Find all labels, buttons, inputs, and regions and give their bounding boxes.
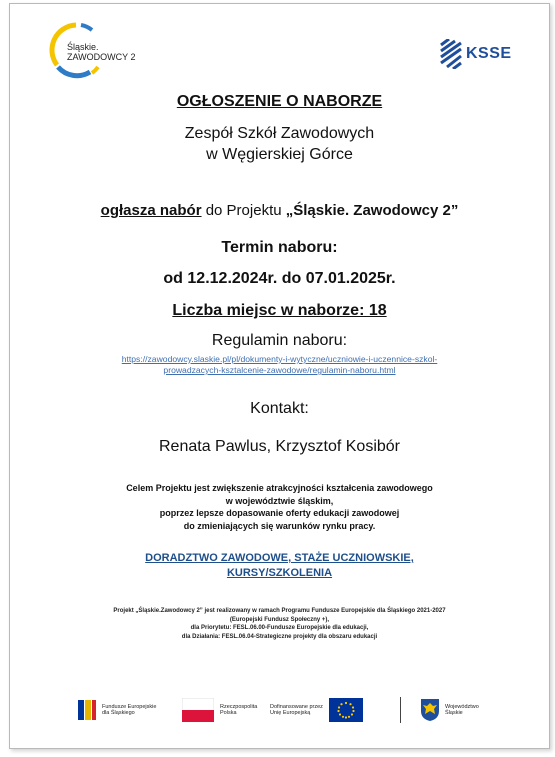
funding-line1: Projekt „Śląskie.Zawodowcy 2” jest realizowany w ramach Programu Fundusze Europejskie dla Śląskiego 2021-2027 — [113, 608, 446, 614]
offer-list — [10, 551, 549, 581]
fe-text-2: dla Śląskiego — [102, 710, 135, 716]
regulations-link[interactable] — [10, 354, 549, 376]
fe-text-1: Fundusze Europejskie — [102, 703, 157, 710]
project-name: „Śląskie. Zawodowcy 2” — [285, 202, 459, 219]
contact-names: Renata Pawlus, Krzysztof Kosibór — [159, 438, 400, 455]
goal-line4: do zmieniających się warunków rynku pracy. — [183, 520, 376, 531]
eu-text-1: Dofinansowane przez — [270, 703, 323, 710]
school-name-line1: Zespół Szkół Zawodowych — [184, 125, 375, 142]
seats-count: Liczba miejsc w naborze: 18 — [172, 302, 387, 319]
rp-text-1: Rzeczpospolita — [220, 703, 258, 710]
ksse-wordmark: KSSE — [466, 45, 512, 62]
fe-flag-icon — [76, 699, 98, 721]
funding-line3: dla Priorytetu: FESL.06.00-Fundusze Europejskie dla edukacji, — [190, 625, 369, 631]
poland-flag-icon — [182, 698, 214, 722]
funding-line2: (Europejski Fundusz Społeczny +), — [229, 616, 330, 623]
offer-line1: DORADZTWO ZAWODOWE, STAŻE UCZNIOWSKIE, — [145, 552, 414, 564]
document-page — [9, 3, 550, 749]
contact-label: Kontakt: — [250, 400, 309, 417]
project-goal — [10, 482, 549, 532]
announce-line — [10, 202, 549, 219]
announcement-title: OGŁOSZENIE O NABORZE — [176, 93, 383, 110]
ws-text-2: Śląskie — [445, 710, 463, 716]
program-logo-text: Śląskie. ZAWODOWCY 2 — [67, 42, 136, 62]
funding-line4: dla Działania: FESL.06.04-Strategiczne projekty dla obszaru edukacji — [181, 633, 378, 640]
eu-logo — [270, 694, 363, 726]
term-label: Termin naboru: — [221, 239, 338, 256]
ksse-stripes-icon — [439, 39, 463, 69]
school-name-line2: w Węgierskiej Górce — [206, 146, 353, 163]
slaskie-zawodowcy-logo — [48, 20, 158, 80]
regulations-link-line1[interactable]: https://zawodowcy.slaskie.pl/pl/dokumenty-i-wytyczne/uczniowie-i-uczennice-szkol- — [121, 354, 438, 364]
goal-line3: poprzez lepsze dopasowanie oferty edukacji zawodowej — [159, 508, 400, 518]
goal-line1: Celem Projektu jest zwiększenie atrakcyjności kształcenia zawodowego — [126, 483, 433, 493]
announce-bold: ogłasza nabór — [100, 202, 202, 219]
term-dates: od 12.12.2024r. do 07.01.2025r. — [163, 270, 396, 287]
regulations-label: Regulamin naboru: — [211, 332, 348, 349]
school-name — [10, 123, 549, 165]
slaskie-voivodeship-logo — [420, 694, 479, 726]
eu-text-2: Unię Europejską — [270, 710, 311, 716]
announce-middle: do Projektu — [201, 202, 286, 219]
logo-divider — [400, 697, 401, 723]
eu-flag-icon — [329, 698, 363, 722]
eagle-crest-icon — [420, 698, 440, 722]
rp-logo — [182, 694, 257, 726]
regulations-link-line2[interactable]: prowadzacych-ksztalcenie-zawodowe/regulamin-naboru.html — [163, 365, 396, 375]
ws-text-1: Województwo — [445, 703, 479, 710]
goal-line2: w województwie śląskim, — [225, 495, 334, 506]
fe-logo — [76, 694, 156, 726]
rp-text-2: Polska — [220, 710, 237, 716]
ksse-logo — [439, 37, 512, 71]
project-funding-info — [10, 607, 549, 641]
offer-line2: KURSY/SZKOLENIA — [226, 567, 333, 579]
funding-logos-bar — [76, 694, 496, 726]
